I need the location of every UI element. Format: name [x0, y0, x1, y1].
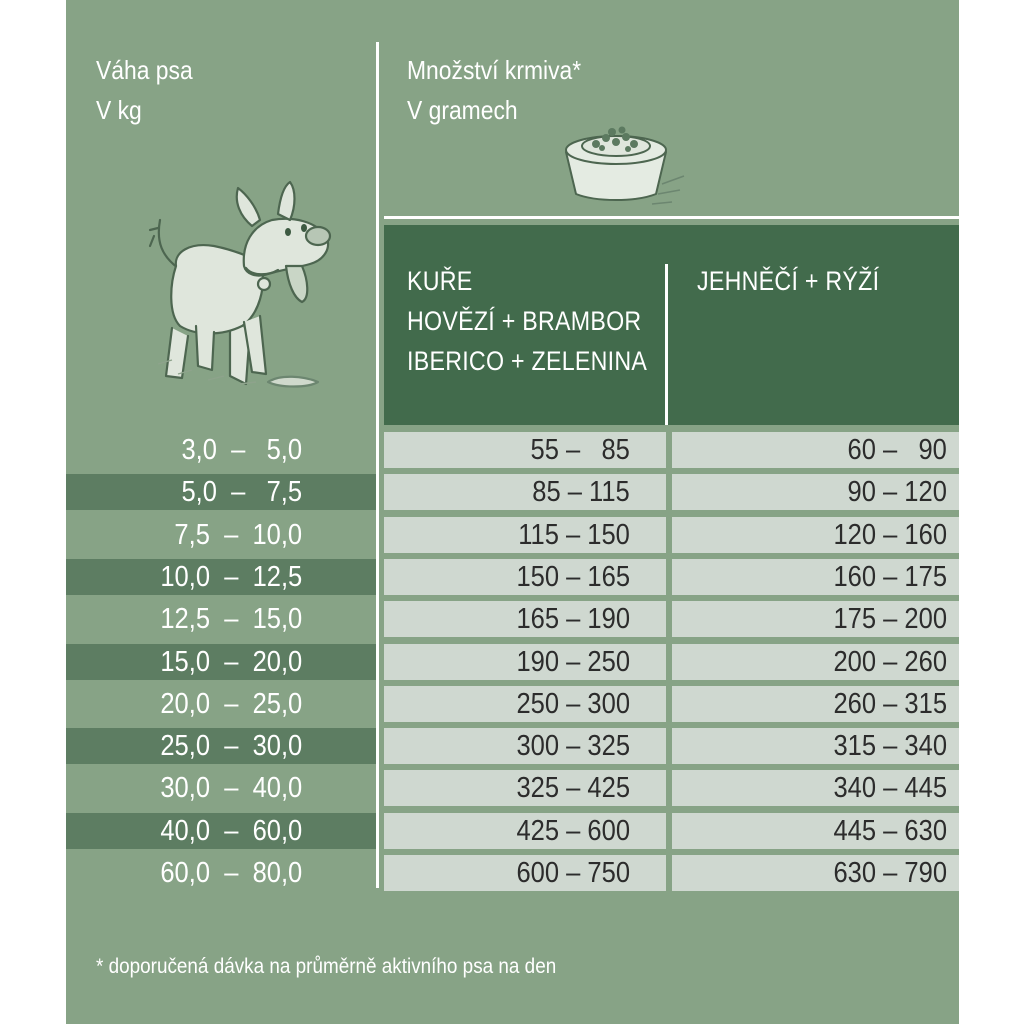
amount-chicken-beef-iberico-cell	[384, 559, 666, 595]
amount-chicken-beef-iberico: 55 – 85	[530, 433, 630, 466]
amount-lamb-rice: 60 – 90	[847, 433, 947, 466]
footnote: * doporučená dávka na průměrně aktivního psa na den	[96, 955, 557, 978]
amount-lamb-rice: 445 – 630	[833, 814, 947, 847]
amount-lamb-rice-cell	[672, 813, 959, 849]
amount-lamb-rice-cell	[672, 855, 959, 891]
food-bowl-icon	[556, 120, 696, 214]
table-row	[66, 474, 959, 510]
table-row	[66, 686, 959, 722]
amount-lamb-rice: 175 – 200	[833, 602, 947, 635]
table-row	[66, 855, 959, 891]
amount-unit: V gramech	[407, 95, 518, 125]
amount-chicken-beef-iberico: 300 – 325	[516, 729, 630, 762]
table-row	[66, 644, 959, 680]
amount-lamb-rice-cell	[672, 432, 959, 468]
table-row	[66, 813, 959, 849]
amount-lamb-rice: 200 – 260	[833, 645, 947, 678]
amount-lamb-rice-cell	[672, 686, 959, 722]
product-lamb-rice: JEHNĚČÍ + RÝŽÍ	[697, 266, 880, 296]
amount-lamb-rice-cell	[672, 517, 959, 553]
weight-range: 10,0 – 12,5	[160, 560, 302, 593]
weight-range-cell	[66, 432, 376, 468]
amount-chicken-beef-iberico-cell	[384, 770, 666, 806]
table-row	[66, 432, 959, 468]
amount-chicken-beef-iberico-cell	[384, 432, 666, 468]
weight-range: 20,0 – 25,0	[160, 687, 302, 720]
product-iberico-vegetable: IBERICO + ZELENINA	[407, 346, 648, 376]
table-row	[66, 559, 959, 595]
weight-range: 12,5 – 15,0	[160, 602, 302, 635]
dog-illustration-icon	[148, 176, 338, 392]
amount-lamb-rice: 630 – 790	[833, 856, 947, 889]
amount-chicken-beef-iberico-cell	[384, 686, 666, 722]
weight-range: 40,0 – 60,0	[160, 814, 302, 847]
amount-chicken-beef-iberico-cell	[384, 813, 666, 849]
amount-chicken-beef-iberico: 190 – 250	[516, 645, 630, 678]
weight-range: 15,0 – 20,0	[160, 645, 302, 678]
amount-chicken-beef-iberico-cell	[384, 601, 666, 637]
amount-lamb-rice-cell	[672, 728, 959, 764]
amount-chicken-beef-iberico: 325 – 425	[516, 771, 630, 804]
weight-range: 30,0 – 40,0	[160, 771, 302, 804]
weight-range-cell	[66, 517, 376, 553]
amount-chicken-beef-iberico: 250 – 300	[516, 687, 630, 720]
amount-lamb-rice-cell	[672, 559, 959, 595]
weight-unit: V kg	[96, 95, 142, 125]
amount-lamb-rice-cell	[672, 474, 959, 510]
amount-lamb-rice: 90 – 120	[847, 475, 947, 508]
table-row	[66, 601, 959, 637]
amount-chicken-beef-iberico: 425 – 600	[516, 814, 630, 847]
amount-lamb-rice: 260 – 315	[833, 687, 947, 720]
weight-range: 7,5 – 10,0	[174, 518, 302, 551]
product-beef-potato: HOVĚZÍ + BRAMBOR	[407, 306, 642, 336]
amount-lamb-rice-cell	[672, 770, 959, 806]
weight-range-cell	[66, 686, 376, 722]
table-row	[66, 517, 959, 553]
amount-chicken-beef-iberico-cell	[384, 728, 666, 764]
amount-chicken-beef-iberico: 115 – 150	[518, 518, 630, 551]
amount-chicken-beef-iberico: 150 – 165	[516, 560, 630, 593]
amount-lamb-rice: 315 – 340	[833, 729, 947, 762]
weight-range: 60,0 – 80,0	[160, 856, 302, 889]
table-row	[66, 770, 959, 806]
amount-chicken-beef-iberico-cell	[384, 855, 666, 891]
weight-range: 5,0 – 7,5	[181, 475, 302, 508]
weight-range-cell	[66, 770, 376, 806]
amount-lamb-rice: 340 – 445	[833, 771, 947, 804]
weight-range-cell	[66, 601, 376, 637]
weight-range: 3,0 – 5,0	[181, 433, 302, 466]
amount-lamb-rice: 160 – 175	[833, 560, 947, 593]
weight-range-cell	[66, 474, 376, 510]
weight-range: 25,0 – 30,0	[160, 729, 302, 762]
table-row	[66, 728, 959, 764]
amount-chicken-beef-iberico: 165 – 190	[516, 602, 630, 635]
weight-range-cell	[66, 855, 376, 891]
header-divider	[384, 216, 959, 219]
weight-title: Váha psa	[96, 55, 193, 85]
weight-range-cell	[66, 644, 376, 680]
amount-lamb-rice-cell	[672, 601, 959, 637]
amount-chicken-beef-iberico-cell	[384, 474, 666, 510]
amount-lamb-rice-cell	[672, 644, 959, 680]
weight-range-cell	[66, 813, 376, 849]
amount-chicken-beef-iberico: 600 – 750	[516, 856, 630, 889]
product-chicken: KUŘE	[407, 266, 473, 296]
amount-title: Množství krmiva*	[407, 55, 582, 85]
product-divider	[665, 264, 668, 425]
weight-range-cell	[66, 728, 376, 764]
amount-chicken-beef-iberico-cell	[384, 517, 666, 553]
weight-range-cell	[66, 559, 376, 595]
amount-chicken-beef-iberico: 85 – 115	[532, 475, 630, 508]
amount-chicken-beef-iberico-cell	[384, 644, 666, 680]
amount-lamb-rice: 120 – 160	[833, 518, 947, 551]
